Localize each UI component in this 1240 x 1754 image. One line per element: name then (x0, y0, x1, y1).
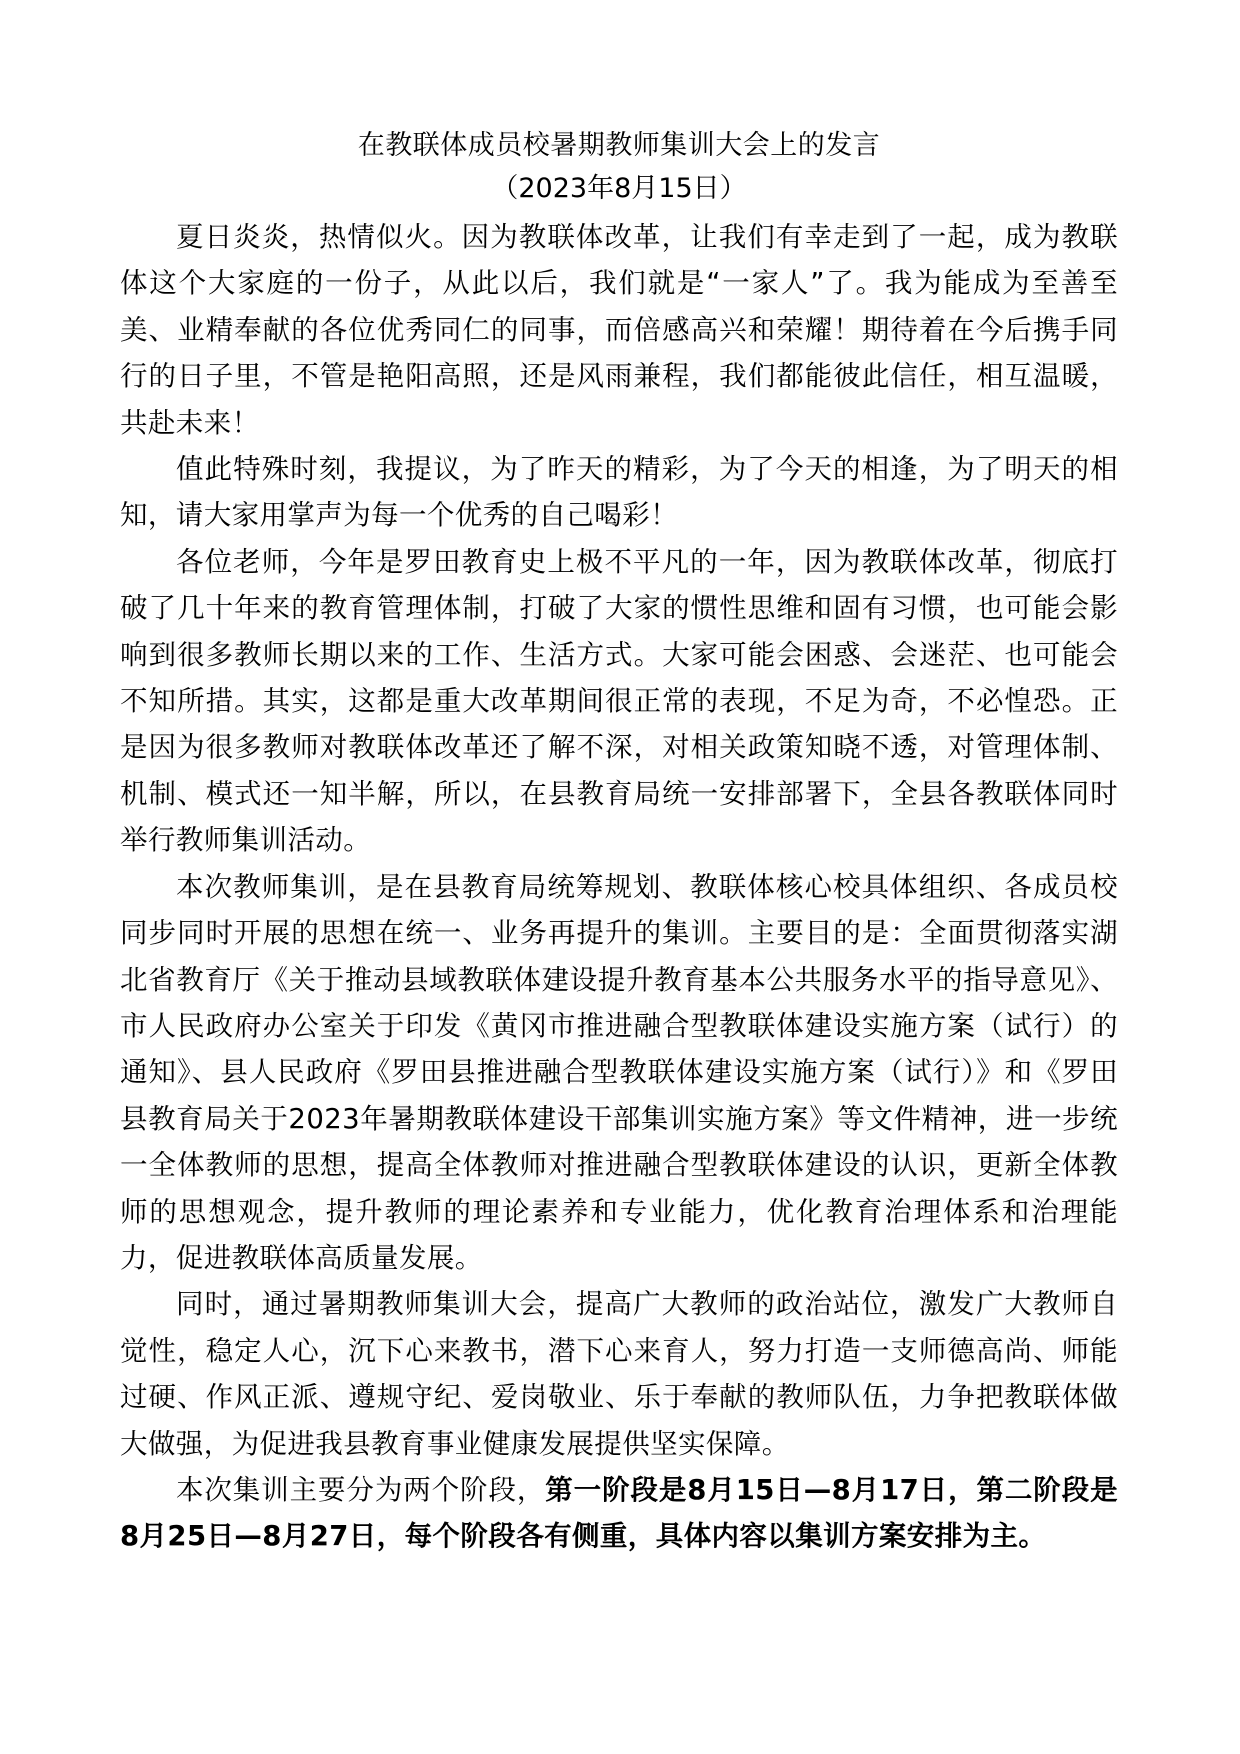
document-content (120, 124, 1118, 1560)
document-title: 在教联体成员校暑期教师集训大会上的发言 (357, 130, 881, 161)
paragraph-5: 同时，通过暑期教师集训大会，提高广大教师的政治站位，激发广大教师自觉性，稳定人心，沉下心来教书，潜下心来育人，努力打造一支师德高尚、师能过硬、作风正派、遵规守纪、爱岗敬业、乐于奉献的教师队伍，力争把教联体做大做强，为促进我县教育事业健康发展提供坚实保障。 (120, 1288, 1118, 1460)
paragraph-6-bold-text: 第一阶段是8月15日—8月17日，第二阶段是8月25日—8月27日，每个阶段各有侧重，具体内容以集训方案安排为主。 (120, 1473, 1118, 1553)
paragraph-4: 本次教师集训，是在县教育局统筹规划、教联体核心校具体组织、各成员校同步同时开展的思想在统一、业务再提升的集训。主要目的是：全面贯彻落实湖北省教育厅《关于推动县域教联体建设提升教育基本公共服务水平的指导意见》、市人民政府办公室关于印发《黄冈市推进融合型教联体建设实施方案（试行）的通知》、县人民政府《罗田县推进融合型教联体建设实施方案（试行）》和《罗田县教育局关于2023年暑期教联体建设干部集训实施方案》等文件精神，进一步统一全体教师的思想，提高全体教师对推进融合型教联体建设的认识，更新全体教师的思想观念，提升教师的理论素养和专业能力，优化教育治理体系和治理能力，促进教联体高质量发展。 (120, 870, 1118, 1274)
paragraph-2: 值此特殊时刻，我提议，为了昨天的精彩，为了今天的相逢，为了明天的相知，请大家用掌声为每一个优秀的自己喝彩！ (120, 453, 1118, 532)
paragraph-3: 各位老师，今年是罗田教育史上极不平凡的一年，因为教联体改革，彻底打破了几十年来的教育管理体制，打破了大家的惯性思维和固有习惯，也可能会影响到很多教师长期以来的工作、生活方式。大家可能会困惑、会迷茫、也可能会不知所措。其实，这都是重大改革期间很正常的表现，不足为奇，不必惶恐。正是因为很多教师对教联体改革还了解不深，对相关政策知晓不透，对管理体制、机制、模式还一知半解，所以，在县教育局统一安排部署下，全县各教联体同时举行教师集训活动。 (120, 545, 1118, 857)
document-date: （2023年8月15日） (491, 173, 747, 204)
paragraph-1: 夏日炎炎，热情似火。因为教联体改革，让我们有幸走到了一起，成为教联体这个大家庭的一份子，从此以后，我们就是“一家人”了。我为能成为至善至美、业精奉献的各位优秀同仁的同事，而倍感高兴和荣耀！期待着在今后携手同行的日子里，不管是艳阳高照，还是风雨兼程，我们都能彼此信任，相互温暖，共赴未来！ (120, 221, 1118, 439)
paragraph-6-normal-text: 本次集训主要分为两个阶段， (176, 1473, 546, 1506)
paragraph-6 (120, 1467, 1118, 1560)
